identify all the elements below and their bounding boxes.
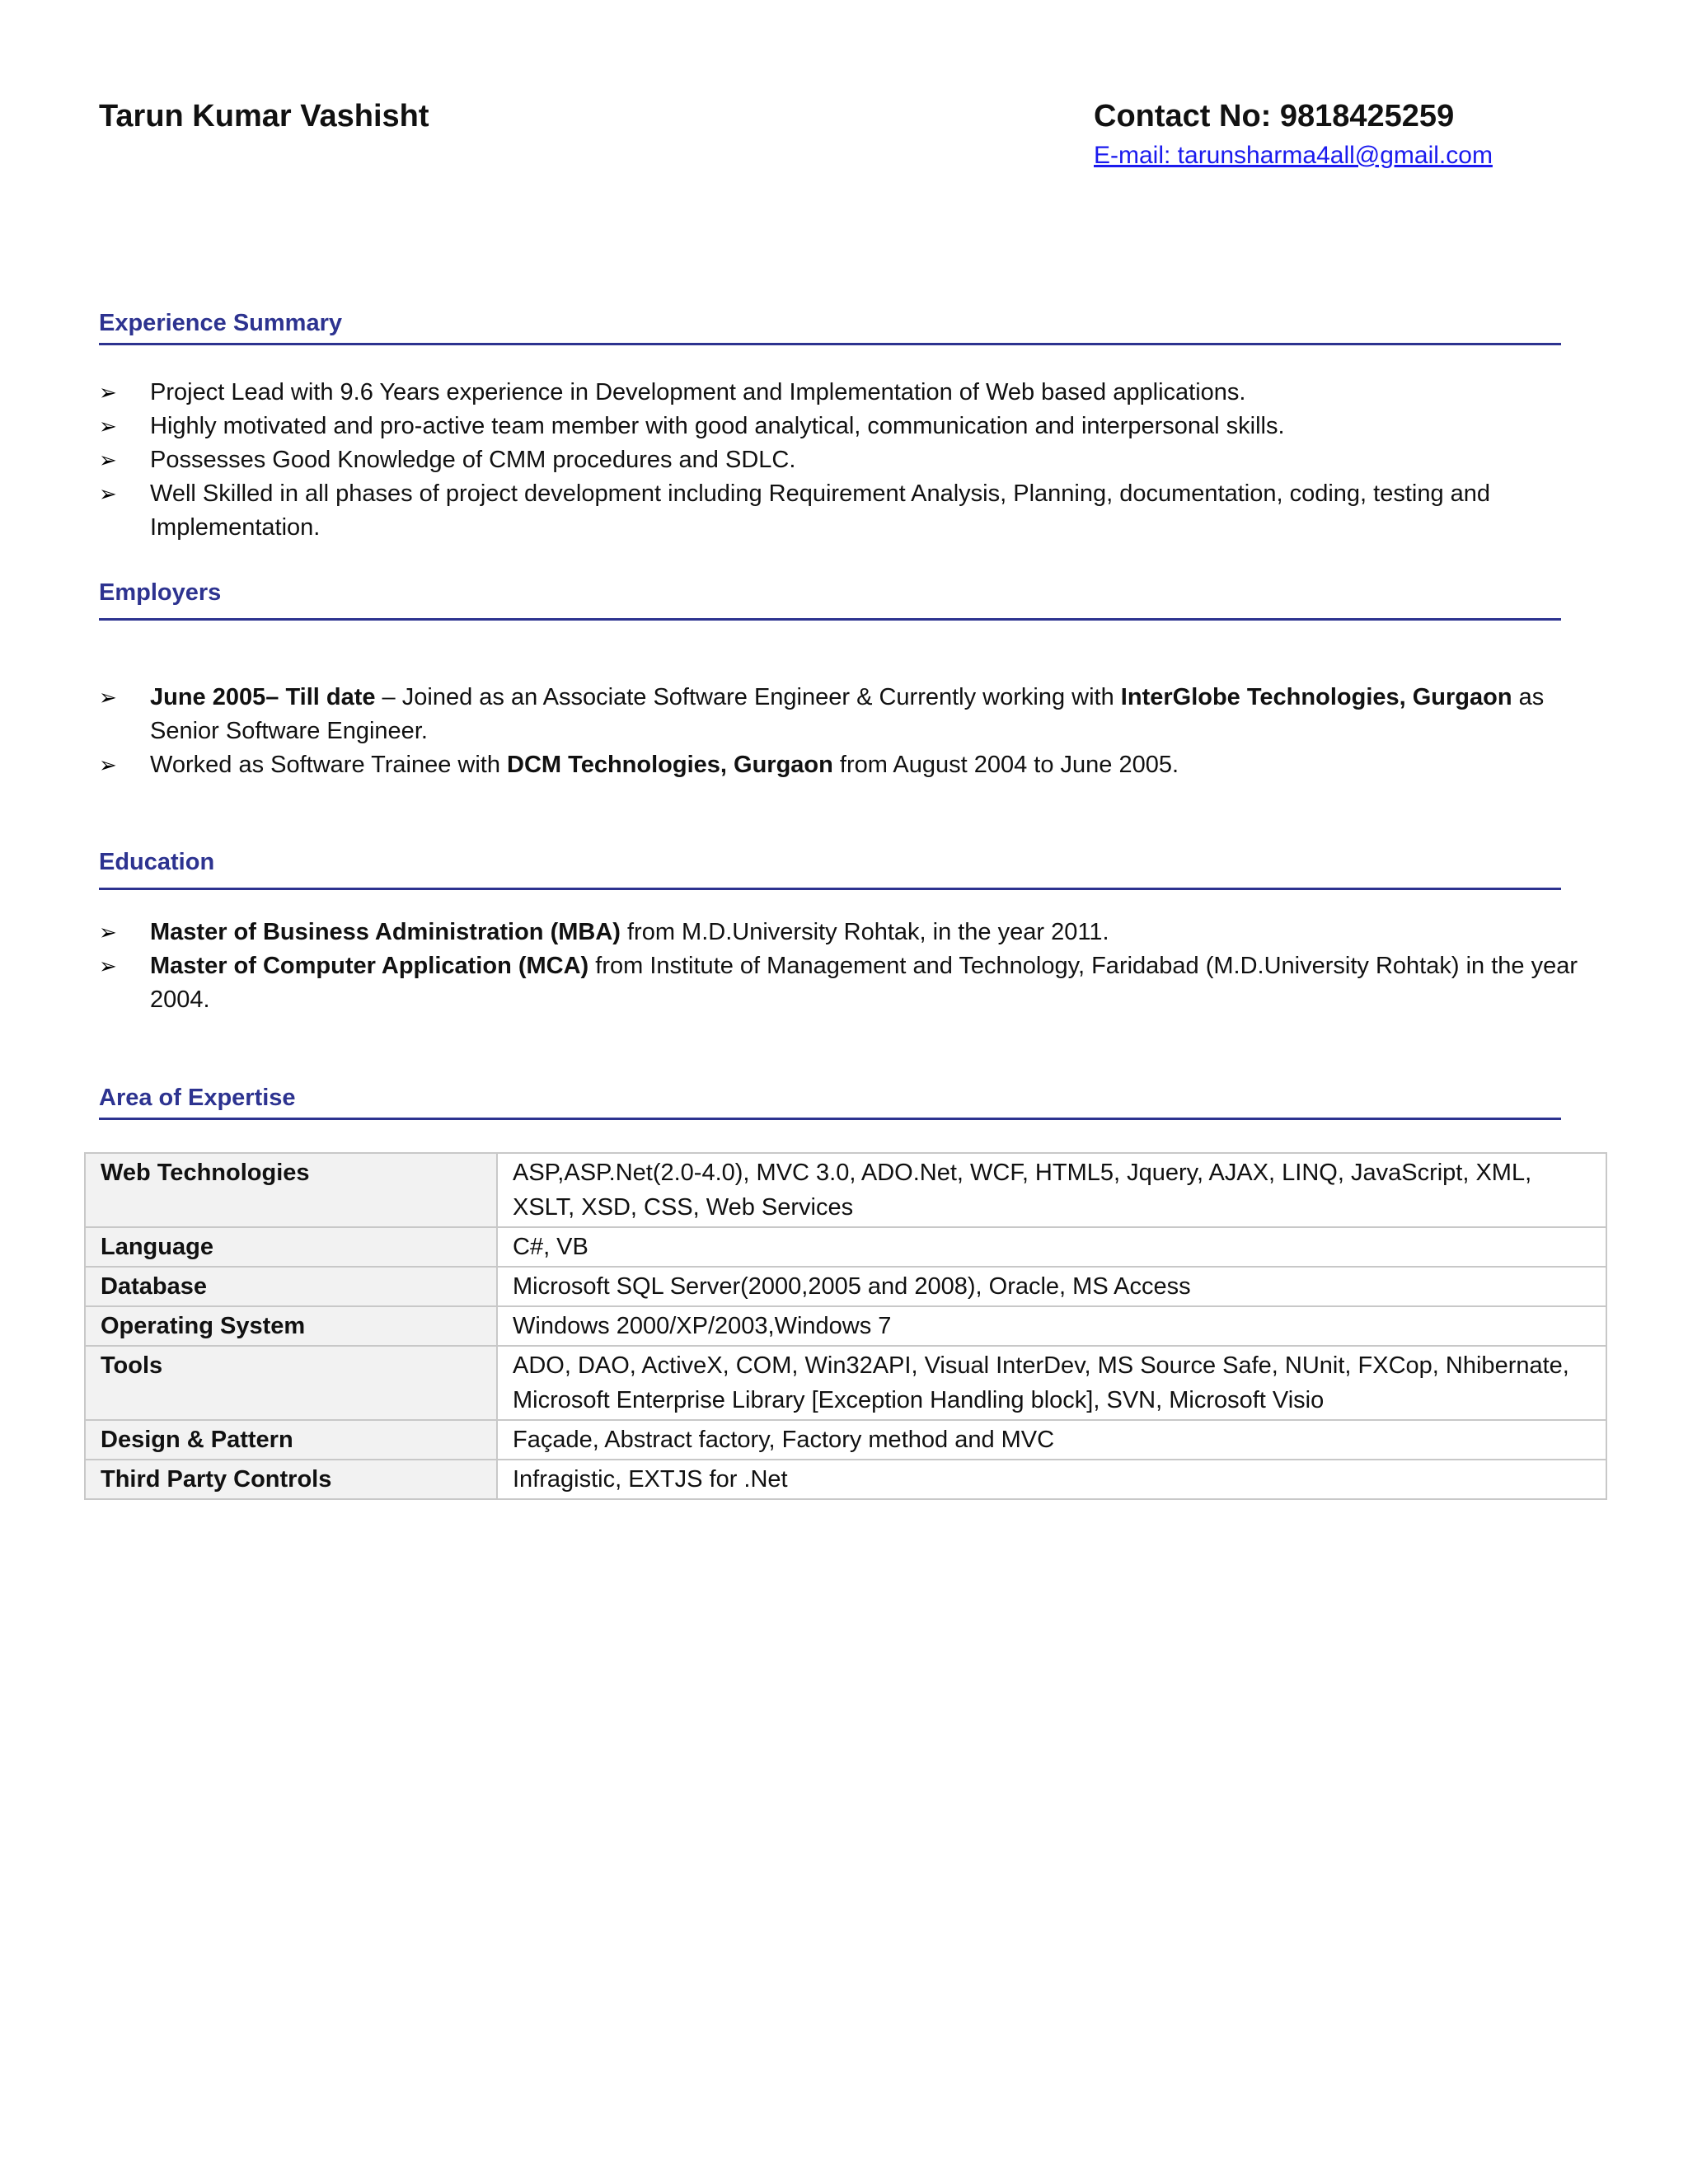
- list-item: ➢ Master of Business Administration (MBA) from M.D.University Rohtak, in the year 2011.: [99, 916, 1582, 949]
- arrow-bullet-icon: ➢: [99, 448, 117, 472]
- skill-category: Operating System: [85, 1306, 497, 1346]
- list-item: ➢ Highly motivated and pro-active team member with good analytical, communication and interpersonal skills.: [99, 410, 1582, 443]
- list-item: ➢ Well Skilled in all phases of project development including Requirement Analysis, Planning, documentation, coding, testing and Implementation.: [99, 477, 1582, 545]
- skill-value: Microsoft SQL Server(2000,2005 and 2008), Oracle, MS Access: [497, 1267, 1606, 1306]
- email-link[interactable]: E-mail: tarunsharma4all@gmail.com: [1094, 142, 1493, 169]
- arrow-bullet-icon: ➢: [99, 685, 117, 710]
- list-item: ➢ Possesses Good Knowledge of CMM procedures and SDLC.: [99, 443, 1582, 477]
- skill-value: Windows 2000/XP/2003,Windows 7: [497, 1306, 1606, 1346]
- candidate-name: Tarun Kumar Vashisht: [99, 99, 429, 134]
- skill-category: Web Technologies: [85, 1153, 497, 1227]
- list-item: ➢ Project Lead with 9.6 Years experience in Development and Implementation of Web based applications.: [99, 376, 1582, 410]
- employers-divider: [99, 618, 1561, 621]
- arrow-bullet-icon: ➢: [99, 380, 117, 405]
- list-item: ➢ June 2005– Till date – Joined as an Associate Software Engineer & Currently working with InterGlobe Technologies, Gurgaon as Senior Software Engineer.: [99, 681, 1582, 748]
- list-item: ➢ Master of Computer Application (MCA) from Institute of Management and Technology, Faridabad (M.D.University Rohtak) in the year 2004.: [99, 949, 1582, 1017]
- table-row: [85, 1267, 1606, 1306]
- employers-heading: Employers: [99, 579, 222, 606]
- table-row: [85, 1227, 1606, 1267]
- list-item: ➢ Worked as Software Trainee with DCM Technologies, Gurgaon from August 2004 to June 2005.: [99, 748, 1582, 782]
- experience-summary-divider: [99, 343, 1561, 345]
- expertise-divider: [99, 1118, 1561, 1120]
- skill-value: Façade, Abstract factory, Factory method and MVC: [497, 1420, 1606, 1460]
- experience-summary-list: [99, 376, 1582, 545]
- table-row: [85, 1306, 1606, 1346]
- table-row: [85, 1420, 1606, 1460]
- skill-category: Language: [85, 1227, 497, 1267]
- skill-category: Tools: [85, 1346, 497, 1420]
- arrow-bullet-icon: ➢: [99, 414, 117, 438]
- expertise-heading: Area of Expertise: [99, 1085, 296, 1111]
- arrow-bullet-icon: ➢: [99, 920, 117, 944]
- skill-value: C#, VB: [497, 1227, 1606, 1267]
- expertise-table: [84, 1152, 1607, 1500]
- table-row: [85, 1346, 1606, 1420]
- arrow-bullet-icon: ➢: [99, 752, 117, 777]
- contact-number: Contact No: 9818425259: [1094, 99, 1455, 134]
- skill-value: ADO, DAO, ActiveX, COM, Win32API, Visual InterDev, MS Source Safe, NUnit, FXCop, Nhibernate, Microsoft Enterprise Library [Exception Handling block], SVN, Microsoft Visio: [497, 1346, 1606, 1420]
- skill-value: Infragistic, EXTJS for .Net: [497, 1460, 1606, 1499]
- arrow-bullet-icon: ➢: [99, 954, 117, 978]
- skill-category: Design & Pattern: [85, 1420, 497, 1460]
- table-row: [85, 1153, 1606, 1227]
- education-heading: Education: [99, 849, 215, 875]
- table-row: [85, 1460, 1606, 1499]
- experience-summary-heading: Experience Summary: [99, 310, 342, 336]
- education-list: [99, 916, 1582, 1017]
- arrow-bullet-icon: ➢: [99, 481, 117, 506]
- skill-value: ASP,ASP.Net(2.0-4.0), MVC 3.0, ADO.Net, WCF, HTML5, Jquery, AJAX, LINQ, JavaScript, XML, XSLT, XSD, CSS, Web Services: [497, 1153, 1606, 1227]
- skill-category: Third Party Controls: [85, 1460, 497, 1499]
- skill-category: Database: [85, 1267, 497, 1306]
- employers-list: [99, 681, 1582, 782]
- education-divider: [99, 888, 1561, 890]
